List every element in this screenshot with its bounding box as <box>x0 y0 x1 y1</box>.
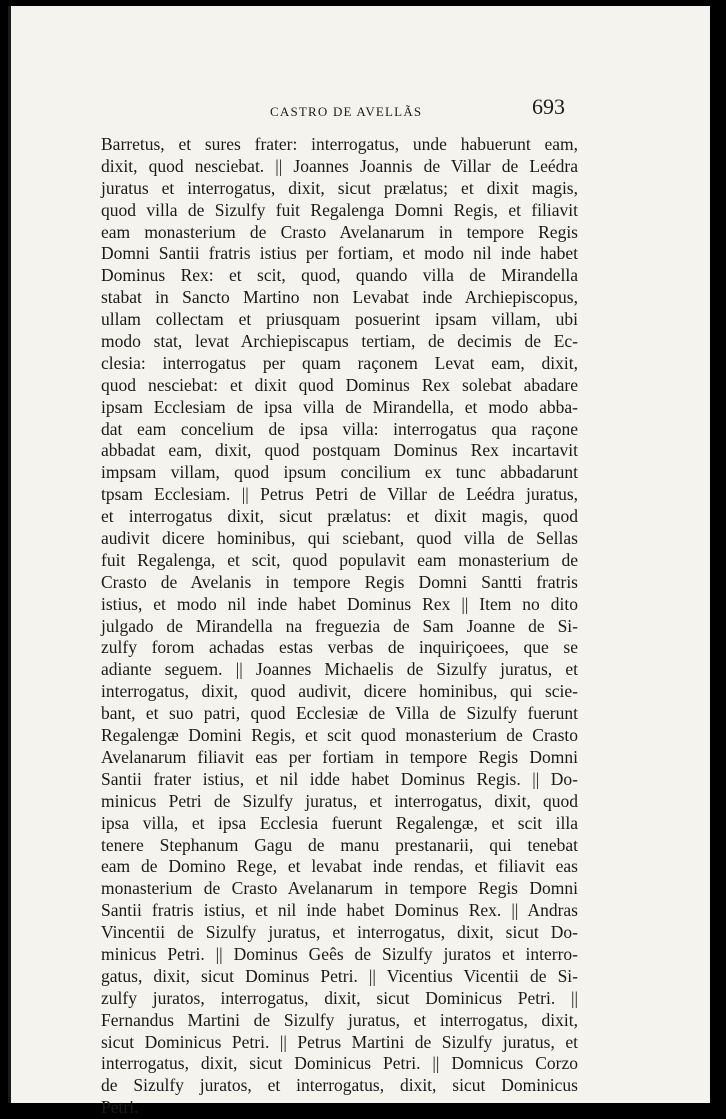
text-line: interrogatus, dixit, sicut Dominicus Petri. || Domnicus Corzo <box>101 1053 578 1074</box>
text-line: Santii fratris istius, et nil inde habet Dominus Rex. || Andras <box>101 900 578 921</box>
text-line: Vincentii de Sizulfy juratus, et interrogatus, dixit, sicut Do- <box>101 922 578 943</box>
text-line: minicus Petri de Sizulfy juratus, et interrogatus, dixit, quod <box>101 790 578 811</box>
text-line: tpsam Ecclesiam. || Petrus Petri de Villar de Leédra juratus, <box>101 484 578 505</box>
text-line: eam monasterium de Crasto Avelanarum in tempore Regis <box>101 221 578 242</box>
text-line: sicut Dominicus Petri. || Petrus Martini de Sizulfy juratus, et <box>101 1031 578 1052</box>
text-line: et interrogatus dixit, sicut prælatus: et dixit magis, quod <box>101 506 578 527</box>
text-line: gatus, dixit, sicut Dominus Petri. || Vicentius Vicentii de Si- <box>101 965 578 986</box>
text-line: ipsa villa, et ipsa Ecclesia fuerunt Regalengæ, et scit illa <box>101 812 578 833</box>
text-line: clesia: interrogatus per quam raçonem Levat eam, dixit, <box>101 352 578 373</box>
text-line: quod nesciebat: et dixit quod Dominus Rex solebat abadare <box>101 374 578 395</box>
text-line: stabat in Sancto Martino non Levabat inde Archiepiscopus, <box>101 287 578 308</box>
text-line: Petri. <box>101 1097 139 1118</box>
text-line: Dominus Rex: et scit, quod, quando villa de Mirandella <box>101 265 578 286</box>
text-line: impsam villam, quod ipsum concilium ex tunc abbadarunt <box>101 462 578 483</box>
page-header <box>8 90 710 130</box>
page-number: 693 <box>532 94 565 119</box>
text-line: Domni Santii fratris istius per fortiam, et modo nil inde habet <box>101 243 578 264</box>
text-line: monasterium de Crasto Avelanarum in tempore Regis Domni <box>101 878 578 899</box>
text-line: ullam collectam et priusquam posuerint ipsam villam, ubi <box>101 309 578 330</box>
text-line: Santii frater istius, et nil idde habet Dominus Regis. || Do- <box>101 768 578 789</box>
running-head: CASTRO DE AVELLÃS <box>270 104 423 119</box>
text-line: zulfy juratos, interrogatus, dixit, sicut Dominicus Petri. || <box>101 987 578 1008</box>
text-line: julgado de Mirandella na freguezia de Sam Joanne de Si- <box>101 615 578 636</box>
text-line: dat eam concelium de ipsa villa: interrogatus qua raçone <box>101 418 578 439</box>
text-line: Barretus, et sures frater: interrogatus, unde habuerunt eam, <box>101 134 578 154</box>
text-line: eam de Domino Rege, et levabat inde rendas, et filiavit eas <box>101 856 578 877</box>
text-line: interrogatus, dixit, quod audivit, dicere hominibus, qui scie- <box>101 681 578 702</box>
text-line: Crasto de Avelanis in tempore Regis Domni Santti fratris <box>101 571 578 592</box>
text-line: Fernandus Martini de Sizulfy juratus, et interrogatus, dixit, <box>101 1009 578 1030</box>
text-line: tenere Stephanum Gagu de manu prestanarii, qui tenebat <box>101 834 578 855</box>
text-line: juratus et interrogatus, dixit, sicut prælatus; et dixit magis, <box>101 177 578 198</box>
text-line: audivit dicere hominibus, qui sciebant, quod villa de Sellas <box>101 528 578 549</box>
text-line: dixit, quod nesciebat. || Joannes Joannis de Villar de Leédra <box>101 155 578 176</box>
text-line: Regalengæ Domini Regis, et scit quod monasterium de Crasto <box>101 725 578 746</box>
text-line: zulfy forom achadas estas verbas de inquiriçoees, que se <box>101 637 578 658</box>
book-page <box>8 6 710 1118</box>
text-line: modo stat, levat Archiepiscapus tertiam, de decimis de Ec- <box>101 331 578 352</box>
text-line: Avelanarum filiavit eas per fortiam in tempore Regis Domni <box>101 746 578 767</box>
text-line: istius, et modo nil inde habet Dominus Rex || Item no dito <box>101 593 578 614</box>
text-line: abbadat eam, dixit, quod postquam Dominus Rex incartavit <box>101 440 578 461</box>
text-line: bant, et suo patri, quod Ecclesiæ de Villa de Sizulfy fuerunt <box>101 703 578 724</box>
text-line: quod villa de Sizulfy fuit Regalenga Domni Regis, et filiavit <box>101 199 578 220</box>
text-line: fuit Regalenga, et scit, quod populavit eam monasterium de <box>101 549 578 570</box>
text-line: ipsam Ecclesiam de ipsa villa de Mirandella, et modo abba- <box>101 396 578 417</box>
page-edge-shadow <box>8 6 11 1103</box>
text-line: adiante seguem. || Joannes Michaelis de Sizulfy juratus, et <box>101 659 578 680</box>
text-line: minicus Petri. || Dominus Geês de Sizulfy juratos et interro- <box>101 943 578 964</box>
text-line: de Sizulfy juratos, et interrogatus, dixit, sicut Dominicus <box>101 1075 578 1096</box>
body-text <box>101 134 578 1119</box>
